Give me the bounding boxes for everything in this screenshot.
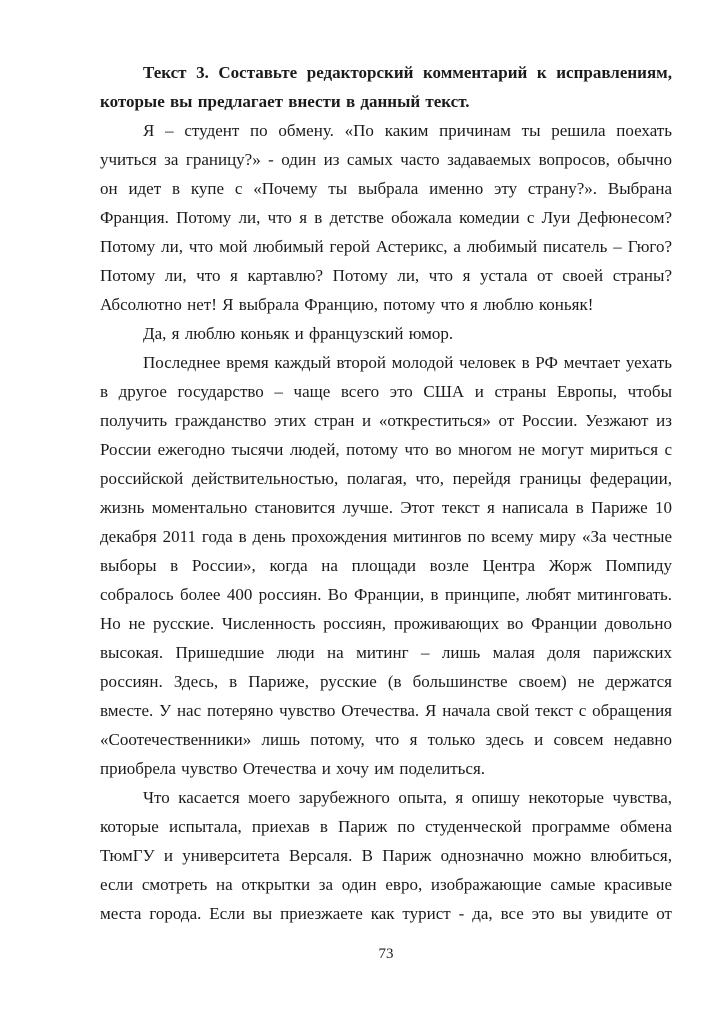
exercise-heading: Текст 3. Составьте редакторский комментарий к исправлениям, которые вы предлагает внести в данный текст. [100,63,672,111]
paragraph-2: Да, я люблю коньяк и французский юмор. [143,324,454,343]
page-number: 73 [378,946,394,962]
text-block [100,58,672,928]
paragraph-3: Последнее время каждый второй молодой человек в РФ мечтает уехать в другое государство – чаще всего это США и страны Европы, чтобы получить гражданство этих стран и «откреститься» от России. Уезжают из России ежегодно тысячи людей, потому что во многом не могут мириться с российской действительностью, полагая, что, перейдя границы федерации, жизнь моментально становится лучше. Этот текст я написала в Париже 10 декабря 2011 года в день прохождения митингов по всему миру «За честные выборы в России», когда на площади возле Центра Жорж Помпиду собралось более 400 россиян. Во Франции, в принципе, любят митинговать. Но не русские. Численность россиян, проживающих во Франции довольно высокая. Пришедшие люди на митинг – лишь малая доля парижских россиян. Здесь, в Париже, русские (в большинстве своем) не держатся вместе. У нас потеряно чувство Отечества. Я начала свой текст с обращения «Соотечественники» лишь потому, что я только здесь и совсем недавно приобрела чувство Отечества и хочу им поделиться. [100,353,672,778]
paragraph-4: Что касается моего зарубежного опыта, я опишу некоторые чувства, которые испытала, приехав в Париж по студенческой программе обмена ТюмГУ и университета Версаля. В Париж однозначно можно влюбиться, если смотреть на открытки за один евро, изображающие самые красивые места города. Если вы приезжаете как турист - да, все это вы увидите от [100,788,672,923]
paragraph-1: Я – студент по обмену. «По каким причинам ты решила поехать учиться за границу?» - один из самых часто задаваемых вопросов, обычно он идет в купе с «Почему ты выбрала именно эту страну?». Выбрана Франция. Потому ли, что я в детстве обожала комедии с Луи Дефюнесом? Потому ли, что мой любимый герой Астерикс, а любимый писатель – Гюго? Потому ли, что я картавлю? Потому ли, что я устала от своей страны? Абсолютно нет! Я выбрала Францию, потому что я люблю коньяк! [100,121,672,314]
